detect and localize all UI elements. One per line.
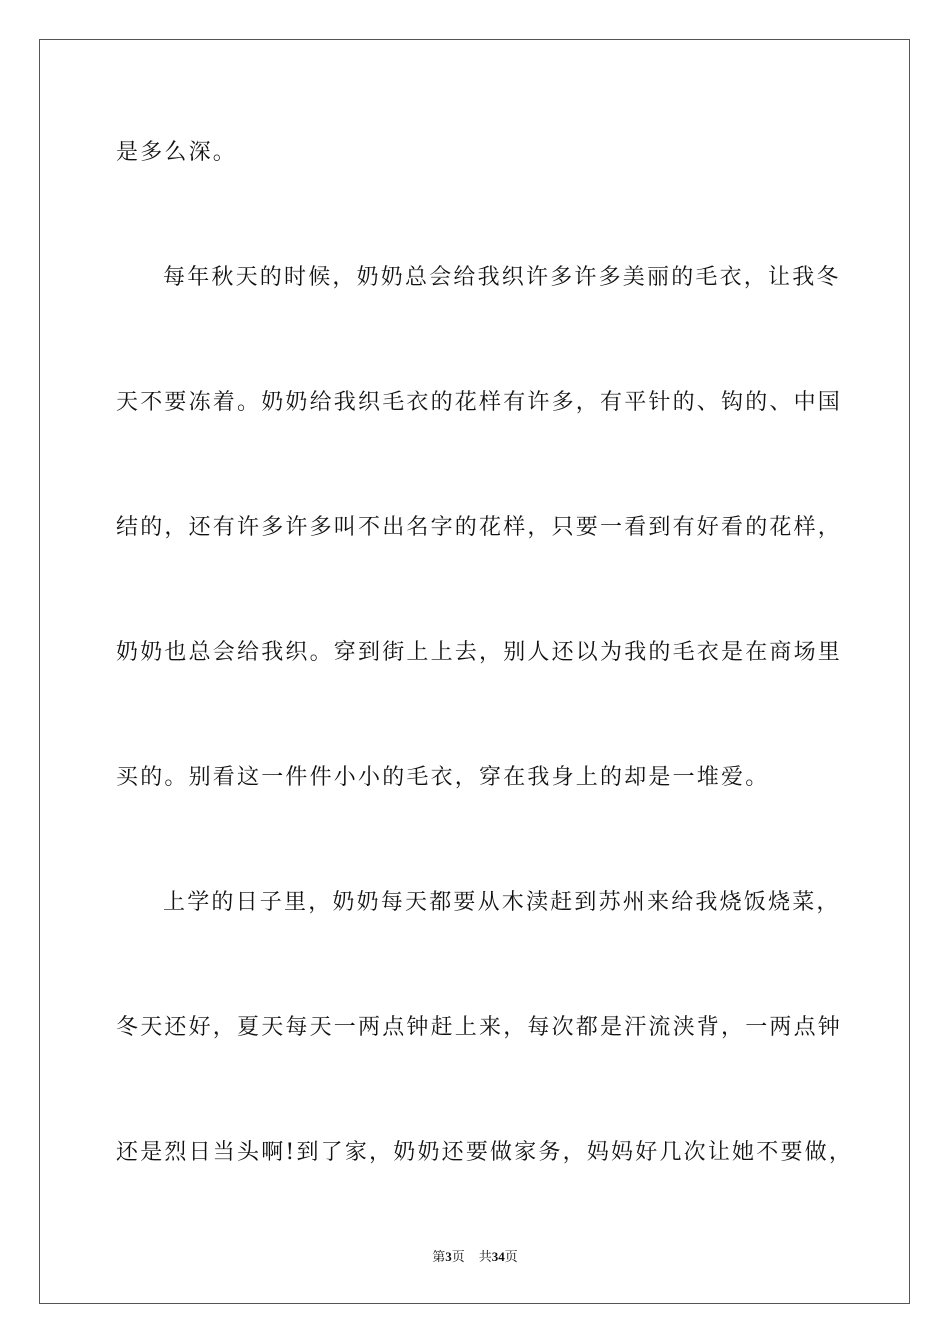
total-pages: 34 [491, 1249, 505, 1264]
text-line-2: 每年秋天的时候，奶奶总会给我织许多许多美丽的毛衣，让我冬 [163, 265, 841, 290]
text-line-5: 奶奶也总会给我织。穿到街上上去，别人还以为我的毛衣是在商场里 [116, 640, 843, 665]
text-line-9: 还是烈日当头啊!到了家，奶奶还要做家务，妈妈好几次让她不要做， [116, 1140, 854, 1165]
page-suffix: 页 [451, 1249, 465, 1264]
text-line-6: 买的。别看这一件件小小的毛衣，穿在我身上的却是一堆爱。 [116, 765, 770, 790]
text-line-8: 冬天还好，夏天每天一两点钟赶上来，每次都是汗流浃背，一两点钟 [116, 1015, 843, 1040]
text-line-1: 是多么深。 [116, 140, 238, 165]
page-footer [0, 1248, 950, 1266]
text-line-3: 天不要冻着。奶奶给我织毛衣的花样有许多，有平针的、钩的、中国 [116, 390, 843, 415]
total-suffix: 页 [504, 1249, 518, 1264]
total-prefix: 共 [478, 1249, 492, 1264]
text-line-4: 结的，还有许多许多叫不出名字的花样，只要一看到有好看的花样， [116, 515, 843, 540]
page-number: 3 [445, 1249, 452, 1264]
page-prefix: 第 [432, 1249, 446, 1264]
page-frame [39, 39, 910, 1304]
text-line-7: 上学的日子里，奶奶每天都要从木渎赶到苏州来给我烧饭烧菜， [163, 890, 841, 915]
